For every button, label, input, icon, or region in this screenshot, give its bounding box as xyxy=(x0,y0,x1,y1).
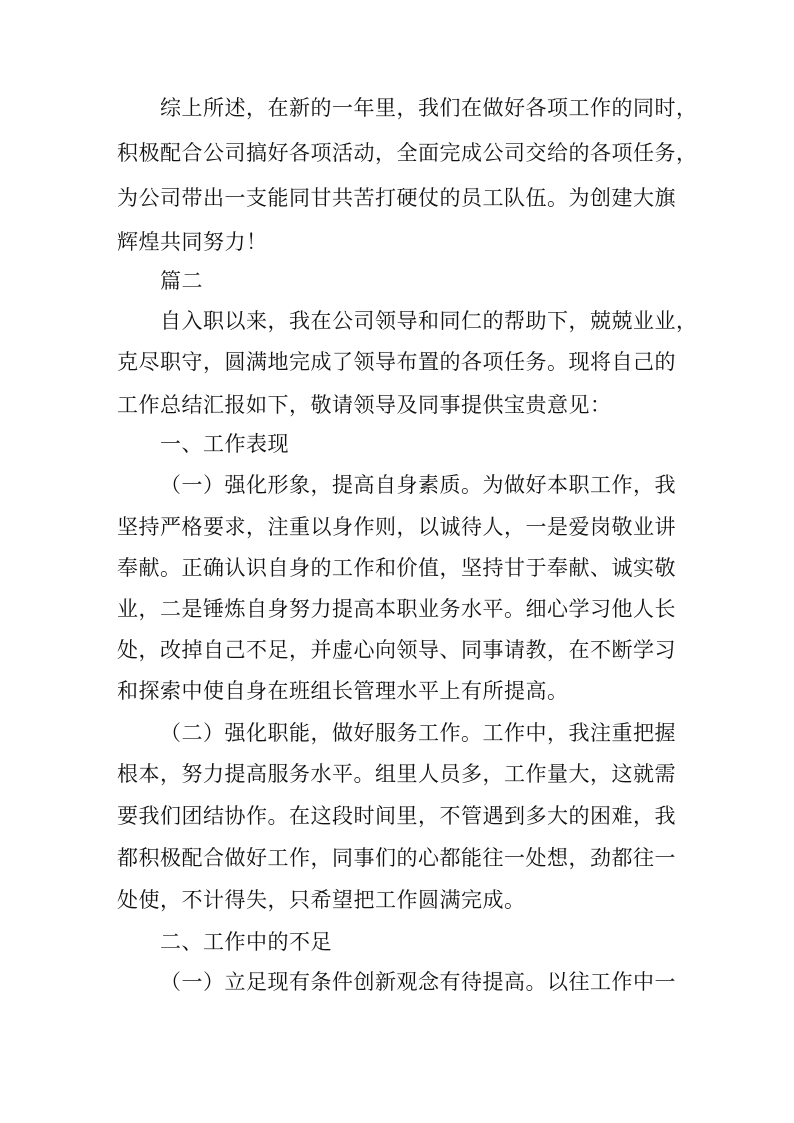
text-line: 业，二是锤炼自身努力提高本职业务水平。细心学习他人长 xyxy=(117,597,676,621)
text-line: 要我们团结协作。在这段时间里，不管遇到多大的困难，我 xyxy=(117,804,676,828)
text-line: 根本，努力提高服务水平。组里人员多，工作量大，这就需 xyxy=(117,762,676,786)
text-line: （一）强化形象，提高自身素质。为做好本职工作，我 xyxy=(160,473,676,497)
text-line: （一）立足现有条件创新观念有待提高。以往工作中一 xyxy=(160,970,676,994)
text-line: 自入职以来，我在公司领导和同仁的帮助下，兢兢业业， xyxy=(160,309,698,333)
section-heading: 一、工作表现 xyxy=(160,432,289,456)
text-line: 辉煌共同努力！ xyxy=(117,230,268,254)
text-line: 坚持严格要求，注重以身作则，以诚待人，一是爱岗敬业讲 xyxy=(117,515,676,539)
text-line: 处使，不计得失，只希望把工作圆满完成。 xyxy=(117,888,526,912)
text-line: （二）强化职能，做好服务工作。工作中，我注重把握 xyxy=(160,721,676,745)
section-heading: 篇二 xyxy=(160,269,203,293)
text-line: 都积极配合做好工作，同事们的心都能往一处想，劲都往一 xyxy=(117,846,676,870)
text-line: 和探索中使自身在班组长管理水平上有所提高。 xyxy=(117,679,569,703)
section-heading: 二、工作中的不足 xyxy=(160,930,332,954)
text-line: 奉献。正确认识自身的工作和价值，坚持甘于奉献、诚实敬 xyxy=(117,556,676,580)
text-line: 综上所述，在新的一年里，我们在做好各项工作的同时， xyxy=(160,96,698,120)
text-line: 克尽职守，圆满地完成了领导布置的各项任务。现将自己的 xyxy=(117,350,676,374)
text-line: 处，改掉自己不足，并虚心向领导、同事请教，在不断学习 xyxy=(117,638,676,662)
text-line: 工作总结汇报如下，敬请领导及同事提供宝贵意见： xyxy=(117,393,612,417)
text-line: 积极配合公司搞好各项活动，全面完成公司交给的各项任务， xyxy=(117,141,698,165)
text-line: 为公司带出一支能同甘共苦打硬仗的员工队伍。为创建大旗 xyxy=(117,186,676,210)
